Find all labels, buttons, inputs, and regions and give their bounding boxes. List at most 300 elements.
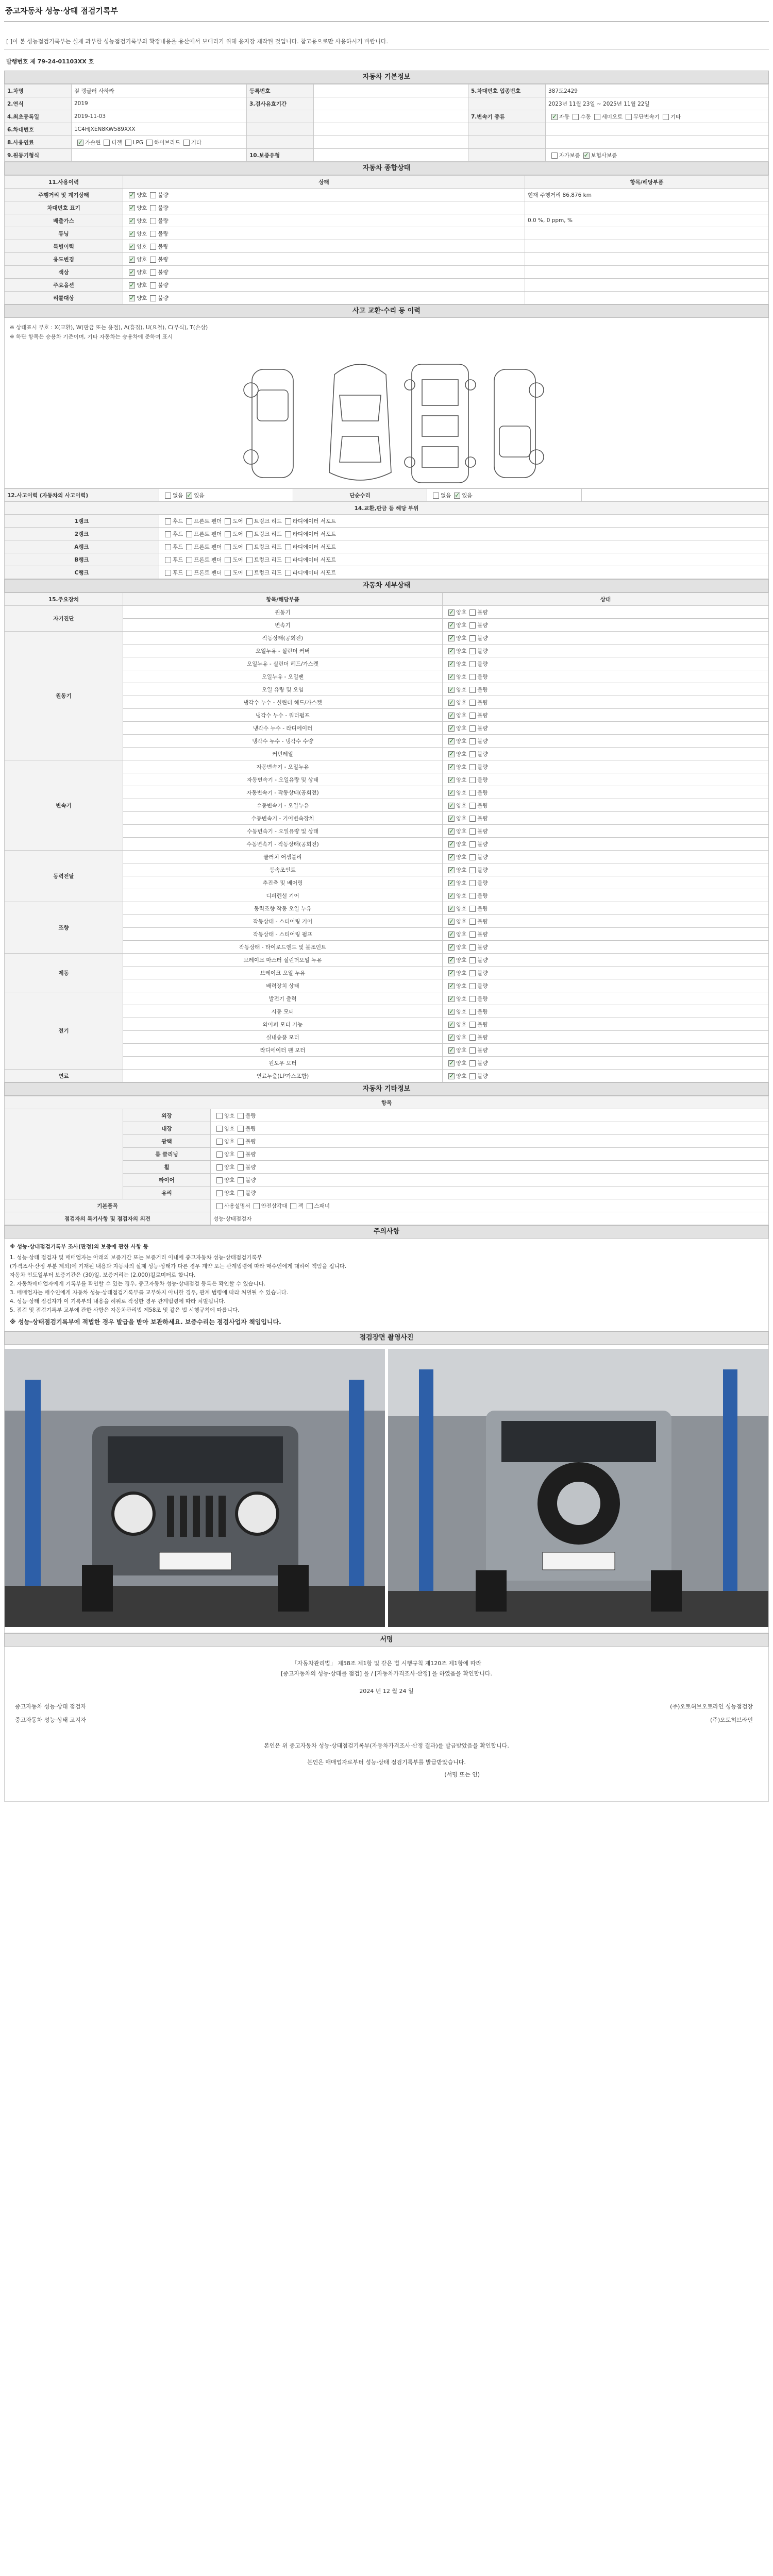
detail-state-checkbox[interactable] [448, 944, 455, 951]
rank-part-checkbox[interactable] [165, 557, 171, 563]
basic-info-row [5, 110, 769, 123]
detail-state-checkbox[interactable] [448, 738, 455, 744]
caution-line: (가격조사·산정 부분 제외)에 기재된 내용과 자동차의 실제 성능·상태가 다른 경우 계약 또는 관계법령에 따라 매수인에게 대하여 책임을 집니다. [10, 1263, 347, 1269]
detail-state-checkbox[interactable] [448, 609, 455, 616]
rank-part-checkbox[interactable] [225, 544, 231, 550]
detail-state-option-label: 양호 [456, 648, 467, 654]
detail-state-checkbox[interactable] [469, 1047, 476, 1054]
section-caution: 주의사항 [4, 1225, 769, 1239]
overall-state-checkbox[interactable] [150, 205, 156, 211]
basic-item-checkbox[interactable] [307, 1203, 313, 1209]
detail-state-checkbox[interactable] [469, 931, 476, 938]
detail-state [443, 838, 769, 851]
rank-part-checkbox[interactable] [165, 531, 171, 537]
accident-checkbox[interactable] [186, 493, 192, 499]
detail-state-option-label: 양호 [456, 970, 467, 976]
estimator-label: 중고자동차 성능·상태 고지자 [15, 1717, 87, 1723]
rank-part-checkbox[interactable] [246, 531, 253, 537]
other-header-row [5, 1096, 769, 1109]
overall-state-checkbox[interactable] [129, 257, 135, 263]
basic-label-2: 3.검사유효기간 [247, 97, 314, 110]
transmission-checkbox[interactable] [594, 114, 600, 120]
fuel-checkbox[interactable] [77, 140, 83, 146]
overall-state-checkbox[interactable] [129, 269, 135, 276]
detail-state [443, 735, 769, 748]
detail-state-checkbox[interactable] [469, 867, 476, 873]
overall-note [525, 292, 769, 304]
detail-state-option-label: 불량 [477, 944, 488, 951]
transmission-checkbox[interactable] [663, 114, 669, 120]
detail-state [443, 992, 769, 1005]
detail-state-option-label: 불량 [477, 1047, 488, 1054]
other-state-checkbox[interactable] [238, 1190, 244, 1196]
detail-state-checkbox[interactable] [469, 970, 476, 976]
fuel-checkbox[interactable] [125, 140, 131, 146]
basic-label-3 [468, 136, 546, 149]
detail-state [443, 889, 769, 902]
overall-label: 차대번호 표기 [5, 201, 123, 214]
rank-part-checkbox[interactable] [186, 531, 192, 537]
basic-value-2 [314, 149, 468, 162]
detail-state [443, 632, 769, 645]
repair-checkbox[interactable] [454, 493, 460, 499]
detail-state-checkbox[interactable] [448, 1009, 455, 1015]
overall-state-option-label: 불량 [158, 269, 169, 276]
detail-state-checkbox[interactable] [469, 906, 476, 912]
basic-value-3 [546, 136, 769, 149]
detail-state-checkbox[interactable] [469, 1035, 476, 1041]
basic-label: 2.연식 [5, 97, 72, 110]
detail-state [443, 1070, 769, 1082]
detail-state [443, 1031, 769, 1044]
overall-state-checkbox[interactable] [129, 295, 135, 301]
basic-label-2: 등록번호 [247, 84, 314, 97]
caution-title: ※ 성능·상태점검기록부 조사(판정)의 보증에 관한 사항 등 [10, 1244, 148, 1250]
detail-item: 작동상태 - 타이로드엔드 및 볼조인트 [123, 941, 443, 954]
detail-state-checkbox[interactable] [448, 906, 455, 912]
detail-state-checkbox[interactable] [469, 957, 476, 963]
other-state-checkbox[interactable] [238, 1126, 244, 1132]
detail-state-checkbox[interactable] [469, 828, 476, 835]
detail-state-option-label: 불량 [477, 635, 488, 641]
basic-label-3 [468, 149, 546, 162]
detail-state-option-label: 양호 [456, 1047, 467, 1054]
detail-state-checkbox[interactable] [448, 1060, 455, 1066]
detail-state-option-label: 불량 [477, 982, 488, 989]
detail-state-checkbox[interactable] [448, 867, 455, 873]
detail-state-checkbox[interactable] [448, 700, 455, 706]
overall-note: 0.0 %, 0 ppm, % [525, 214, 769, 227]
basic-label-3 [468, 123, 546, 136]
overall-state-checkbox[interactable] [129, 218, 135, 224]
detail-state-option-label: 불량 [477, 764, 488, 770]
warranty-checkbox[interactable] [583, 152, 590, 159]
detail-state-checkbox[interactable] [469, 674, 476, 680]
other-item: 광택 [123, 1135, 211, 1148]
other-state-checkbox[interactable] [216, 1139, 223, 1145]
fuel-checkbox[interactable] [104, 140, 110, 146]
detail-state-checkbox[interactable] [469, 816, 476, 822]
detail-state [443, 709, 769, 722]
fuel-option-label: 기타 [191, 139, 202, 146]
rank-part-checkbox[interactable] [165, 518, 171, 524]
detail-state-checkbox[interactable] [448, 1073, 455, 1079]
detail-state-checkbox[interactable] [469, 893, 476, 899]
overall-row [5, 253, 769, 266]
overall-row [5, 292, 769, 304]
detail-row [5, 902, 769, 915]
detail-state-checkbox[interactable] [448, 777, 455, 783]
detail-state-checkbox[interactable] [448, 841, 455, 848]
overall-label: 색상 [5, 266, 123, 279]
basic-item-checkbox[interactable] [290, 1203, 296, 1209]
rank-part-checkbox[interactable] [246, 518, 253, 524]
transmission-checkbox[interactable] [573, 114, 579, 120]
detail-state-option-label: 양호 [456, 776, 467, 783]
buyer-confirmation: 본인은 위 중고자동차 성능·상태점검기록부(자동차가격조사·산정 결과)를 발급받았음을 확인합니다. [264, 1742, 509, 1749]
detail-state-checkbox[interactable] [448, 854, 455, 860]
detail-state-checkbox[interactable] [469, 751, 476, 757]
rank-part-checkbox[interactable] [246, 544, 253, 550]
basic-value-3 [546, 110, 769, 123]
detail-state-checkbox[interactable] [448, 751, 455, 757]
detail-state-option-label: 양호 [456, 918, 467, 925]
detail-state-checkbox[interactable] [469, 944, 476, 951]
basic-label: 6.차대번호 [5, 123, 72, 136]
fuel-checkbox[interactable] [146, 140, 153, 146]
rank-part-checkbox[interactable] [246, 570, 253, 576]
overall-state-checkbox[interactable] [129, 244, 135, 250]
detail-state-checkbox[interactable] [469, 1073, 476, 1079]
detail-state-checkbox[interactable] [469, 803, 476, 809]
detail-state-checkbox[interactable] [448, 1035, 455, 1041]
detail-state-checkbox[interactable] [469, 919, 476, 925]
basic-info-row [5, 149, 769, 162]
detail-state-checkbox[interactable] [448, 725, 455, 732]
detail-state-checkbox[interactable] [448, 931, 455, 938]
overall-state-checkbox[interactable] [150, 282, 156, 289]
car-diagram-panel [4, 318, 769, 488]
overall-row [5, 240, 769, 253]
inspection-document [4, 3, 769, 1802]
overall-state-checkbox[interactable] [150, 192, 156, 198]
detail-state-option-label: 불량 [477, 815, 488, 822]
detail-item: 브레이크 마스터 실린더오일 누유 [123, 954, 443, 967]
detail-item: 냉각수 누수 - 냉각수 수량 [123, 735, 443, 748]
repair-checkbox[interactable] [433, 493, 439, 499]
detail-state-option-label: 양호 [456, 1008, 467, 1015]
detail-state-checkbox[interactable] [469, 1060, 476, 1066]
basic-value-2 [314, 110, 468, 123]
detail-item: 시동 모터 [123, 1005, 443, 1018]
detail-state-checkbox[interactable] [448, 816, 455, 822]
overall-state-option-label: 양호 [137, 282, 147, 289]
rank-part-checkbox[interactable] [246, 557, 253, 563]
rank-part-checkbox[interactable] [225, 518, 231, 524]
overall-table [4, 175, 769, 304]
overall-state [123, 240, 525, 253]
detail-state-checkbox[interactable] [469, 983, 476, 989]
other-state-checkbox[interactable] [238, 1177, 244, 1183]
rank-part-option-label: 트렁크 리드 [254, 544, 282, 550]
repair-options [427, 489, 582, 502]
detail-state-checkbox[interactable] [469, 648, 476, 654]
detail-state-checkbox[interactable] [448, 635, 455, 641]
detail-header-row [5, 593, 769, 606]
rank-part-option-label: 트렁크 리드 [254, 531, 282, 537]
detail-state-checkbox[interactable] [448, 1047, 455, 1054]
other-state-option-label: 불량 [245, 1138, 256, 1145]
detail-item: 오일누유 - 오일팬 [123, 670, 443, 683]
rank-row [5, 553, 769, 566]
detail-item: 추진축 및 베어링 [123, 876, 443, 889]
detail-state-checkbox[interactable] [448, 828, 455, 835]
detail-header: 상태 [443, 593, 769, 606]
detail-state-option-label: 불량 [477, 828, 488, 835]
detail-state-checkbox[interactable] [448, 919, 455, 925]
detail-state-option-label: 불량 [477, 867, 488, 873]
detail-item: 작동상태(공회전) [123, 632, 443, 645]
detail-state-option-label: 양호 [456, 995, 467, 1002]
transmission-checkbox[interactable] [551, 114, 558, 120]
detail-row [5, 632, 769, 645]
detail-state-checkbox[interactable] [448, 713, 455, 719]
overall-state-option-label: 양호 [137, 217, 147, 224]
accident-option-label: 없음 [173, 492, 183, 499]
overall-header: 11.사용이력 [5, 176, 123, 189]
detail-state-checkbox[interactable] [448, 687, 455, 693]
detail-state [443, 1057, 769, 1070]
detail-state-option-label: 양호 [456, 789, 467, 796]
detail-state-checkbox[interactable] [469, 1022, 476, 1028]
overall-state-checkbox[interactable] [150, 244, 156, 250]
rank-part-checkbox[interactable] [186, 544, 192, 550]
overall-row [5, 227, 769, 240]
other-state-checkbox[interactable] [238, 1151, 244, 1158]
overall-state-checkbox[interactable] [129, 231, 135, 237]
other-extra-label: 점검자의 특기사항 및 점검자의 의견 [5, 1212, 211, 1225]
rank-part-checkbox[interactable] [186, 557, 192, 563]
detail-state-option-label: 양호 [456, 751, 467, 757]
photo-panel [4, 1345, 769, 1633]
other-state-checkbox[interactable] [216, 1113, 223, 1119]
detail-state [443, 1005, 769, 1018]
detail-group: 자기진단 [5, 606, 123, 632]
caution-line: 1. 성능·상태 점검자 및 매매업자는 아래의 보증기간 또는 보증거리 이내에 중고자동차 성능·상태점검기록부 [10, 1255, 262, 1261]
detail-state-checkbox[interactable] [469, 777, 476, 783]
detail-state-option-label: 양호 [456, 828, 467, 835]
overall-state-checkbox[interactable] [129, 205, 135, 211]
detail-state-checkbox[interactable] [469, 713, 476, 719]
detail-state-checkbox[interactable] [469, 635, 476, 641]
rank-row [5, 540, 769, 553]
other-row [5, 1109, 769, 1122]
rank-part-checkbox[interactable] [285, 544, 291, 550]
detail-state-option-label: 불량 [477, 712, 488, 719]
rank-part-checkbox[interactable] [285, 557, 291, 563]
other-state-option-label: 불량 [245, 1125, 256, 1132]
detail-state-checkbox[interactable] [448, 661, 455, 667]
rank-parts [159, 540, 769, 553]
detail-state [443, 606, 769, 619]
rank-part-checkbox[interactable] [165, 570, 171, 576]
overall-state [123, 266, 525, 279]
rank-part-checkbox[interactable] [225, 557, 231, 563]
other-state-checkbox[interactable] [216, 1151, 223, 1158]
detail-state-option-label: 양호 [456, 635, 467, 641]
detail-item: 윈도우 모터 [123, 1057, 443, 1070]
other-state-checkbox[interactable] [216, 1164, 223, 1171]
basic-label-2 [247, 136, 314, 149]
warranty-checkbox[interactable] [551, 152, 558, 159]
repair-option-label: 있음 [462, 492, 473, 499]
detail-item: 발전기 출력 [123, 992, 443, 1005]
detail-item: 자동변속기 - 오일유량 및 상태 [123, 773, 443, 786]
detail-state-option-label: 불량 [477, 789, 488, 796]
rank-part-checkbox[interactable] [186, 570, 192, 576]
detail-state-checkbox[interactable] [448, 970, 455, 976]
overall-row [5, 189, 769, 201]
overall-state-checkbox[interactable] [150, 295, 156, 301]
overall-state-option-label: 양호 [137, 269, 147, 276]
rank-part-option-label: 트렁크 리드 [254, 569, 282, 576]
detail-state-checkbox[interactable] [469, 854, 476, 860]
detail-row [5, 954, 769, 967]
repair-label: 단순수리 [293, 489, 427, 502]
detail-state-checkbox[interactable] [469, 609, 476, 616]
overall-state [123, 292, 525, 304]
detail-state-checkbox[interactable] [469, 738, 476, 744]
other-state-checkbox[interactable] [216, 1126, 223, 1132]
sign-statement-1: 「자동차관리법」 제58조 제1항 및 같은 법 시행규칙 제120조 제1항에 따라 [291, 1660, 482, 1667]
detail-state-checkbox[interactable] [448, 957, 455, 963]
detail-state-checkbox[interactable] [469, 790, 476, 796]
detail-state-checkbox[interactable] [448, 880, 455, 886]
detail-state-checkbox[interactable] [448, 648, 455, 654]
basic-item-checkbox[interactable] [216, 1203, 223, 1209]
basic-value [72, 136, 247, 149]
other-state-checkbox[interactable] [238, 1139, 244, 1145]
overall-state-checkbox[interactable] [150, 269, 156, 276]
caution-line: 2. 자동차매매업자에게 기록부를 확인할 수 있는 경우, 중고자동차 성능·상태점검 등록은 확인할 수 있습니다. [10, 1281, 266, 1287]
detail-state-checkbox[interactable] [469, 700, 476, 706]
rank-part-checkbox[interactable] [285, 570, 291, 576]
detail-state [443, 915, 769, 928]
detail-item: 작동상태 - 스티어링 기어 [123, 915, 443, 928]
detail-state-checkbox[interactable] [448, 764, 455, 770]
repair-option-label: 없음 [441, 492, 451, 499]
rank-part-checkbox[interactable] [225, 570, 231, 576]
basic-label-2: 10.보증유형 [247, 149, 314, 162]
overall-state-checkbox[interactable] [150, 231, 156, 237]
rank-part-option-label: 도어 [232, 569, 243, 576]
damage-legend [10, 323, 208, 342]
accident-checkbox[interactable] [165, 493, 171, 499]
detail-state-option-label: 불량 [477, 622, 488, 629]
detail-state-checkbox[interactable] [469, 841, 476, 848]
detail-state-checkbox[interactable] [469, 880, 476, 886]
rank-part-checkbox[interactable] [165, 544, 171, 550]
transmission-checkbox[interactable] [626, 114, 632, 120]
detail-state-checkbox[interactable] [448, 674, 455, 680]
detail-state-option-label: 불량 [477, 751, 488, 757]
overall-state-checkbox[interactable] [129, 282, 135, 289]
other-state [211, 1174, 769, 1187]
overall-state [123, 214, 525, 227]
basic-item-checkbox[interactable] [254, 1203, 260, 1209]
fuel-checkbox[interactable] [183, 140, 190, 146]
basic-item-option-label: 잭 [298, 1202, 304, 1209]
rank-part-checkbox[interactable] [225, 531, 231, 537]
detail-state-checkbox[interactable] [448, 622, 455, 629]
other-state-option-label: 양호 [224, 1112, 235, 1119]
detail-state-checkbox[interactable] [469, 725, 476, 732]
detail-state-option-label: 불량 [477, 648, 488, 654]
other-state-checkbox[interactable] [238, 1113, 244, 1119]
fuel-option-label: LPG [132, 139, 144, 146]
detail-state-option-label: 불량 [477, 879, 488, 886]
detail-state-option-label: 불량 [477, 918, 488, 925]
other-state-checkbox[interactable] [216, 1190, 223, 1196]
detail-state-option-label: 불량 [477, 905, 488, 912]
detail-state-checkbox[interactable] [469, 996, 476, 1002]
caution-footer: ※ 성능·상태점검기록부에 적법한 경우 발급을 받아 보관하세요. 보증수리는 점검사업자 책임입니다. [10, 1318, 281, 1326]
detail-state-checkbox[interactable] [469, 687, 476, 693]
detail-state-checkbox[interactable] [448, 996, 455, 1002]
detail-state-checkbox[interactable] [469, 764, 476, 770]
detail-state [443, 967, 769, 979]
other-state-checkbox[interactable] [216, 1177, 223, 1183]
detail-state-option-label: 양호 [456, 660, 467, 667]
overall-state [123, 279, 525, 292]
other-state-option-label: 양호 [224, 1164, 235, 1171]
rank-part-checkbox[interactable] [285, 518, 291, 524]
basic-info-row [5, 84, 769, 97]
overall-header: 상태 [123, 176, 525, 189]
accident-table [4, 488, 769, 579]
document-title: 중고자동차 성능·상태 점검기록부 [4, 3, 769, 22]
detail-item: 자동변속기 - 오일누유 [123, 760, 443, 773]
overall-state-checkbox[interactable] [129, 192, 135, 198]
detail-state-checkbox[interactable] [448, 893, 455, 899]
rank-part-option-label: 프론트 펜더 [194, 544, 222, 550]
basic-info-row [5, 136, 769, 149]
detail-state-option-label: 불량 [477, 686, 488, 693]
detail-state-checkbox[interactable] [448, 1022, 455, 1028]
rank-part-checkbox[interactable] [285, 531, 291, 537]
detail-item: 원동기 [123, 606, 443, 619]
detail-state-checkbox[interactable] [448, 790, 455, 796]
detail-state-checkbox[interactable] [448, 803, 455, 809]
overall-note [525, 201, 769, 214]
detail-state-checkbox[interactable] [448, 983, 455, 989]
rank-part-checkbox[interactable] [186, 518, 192, 524]
receiver-confirmation: 본인은 매매업자로부터 성능·상태 점검기록부를 발급받았습니다. [307, 1759, 466, 1766]
other-item: 내장 [123, 1122, 211, 1135]
overall-state-checkbox[interactable] [150, 218, 156, 224]
detail-state-option-label: 불량 [477, 660, 488, 667]
basic-label: 8.사용연료 [5, 136, 72, 149]
other-state-checkbox[interactable] [238, 1164, 244, 1171]
overall-state-checkbox[interactable] [150, 257, 156, 263]
rank-part-option-label: 프론트 펜더 [194, 531, 222, 537]
detail-state-checkbox[interactable] [469, 622, 476, 629]
basic-info-table [4, 84, 769, 162]
detail-state [443, 645, 769, 657]
basic-label-3 [468, 97, 546, 110]
detail-state-checkbox[interactable] [469, 661, 476, 667]
detail-state-checkbox[interactable] [469, 1009, 476, 1015]
